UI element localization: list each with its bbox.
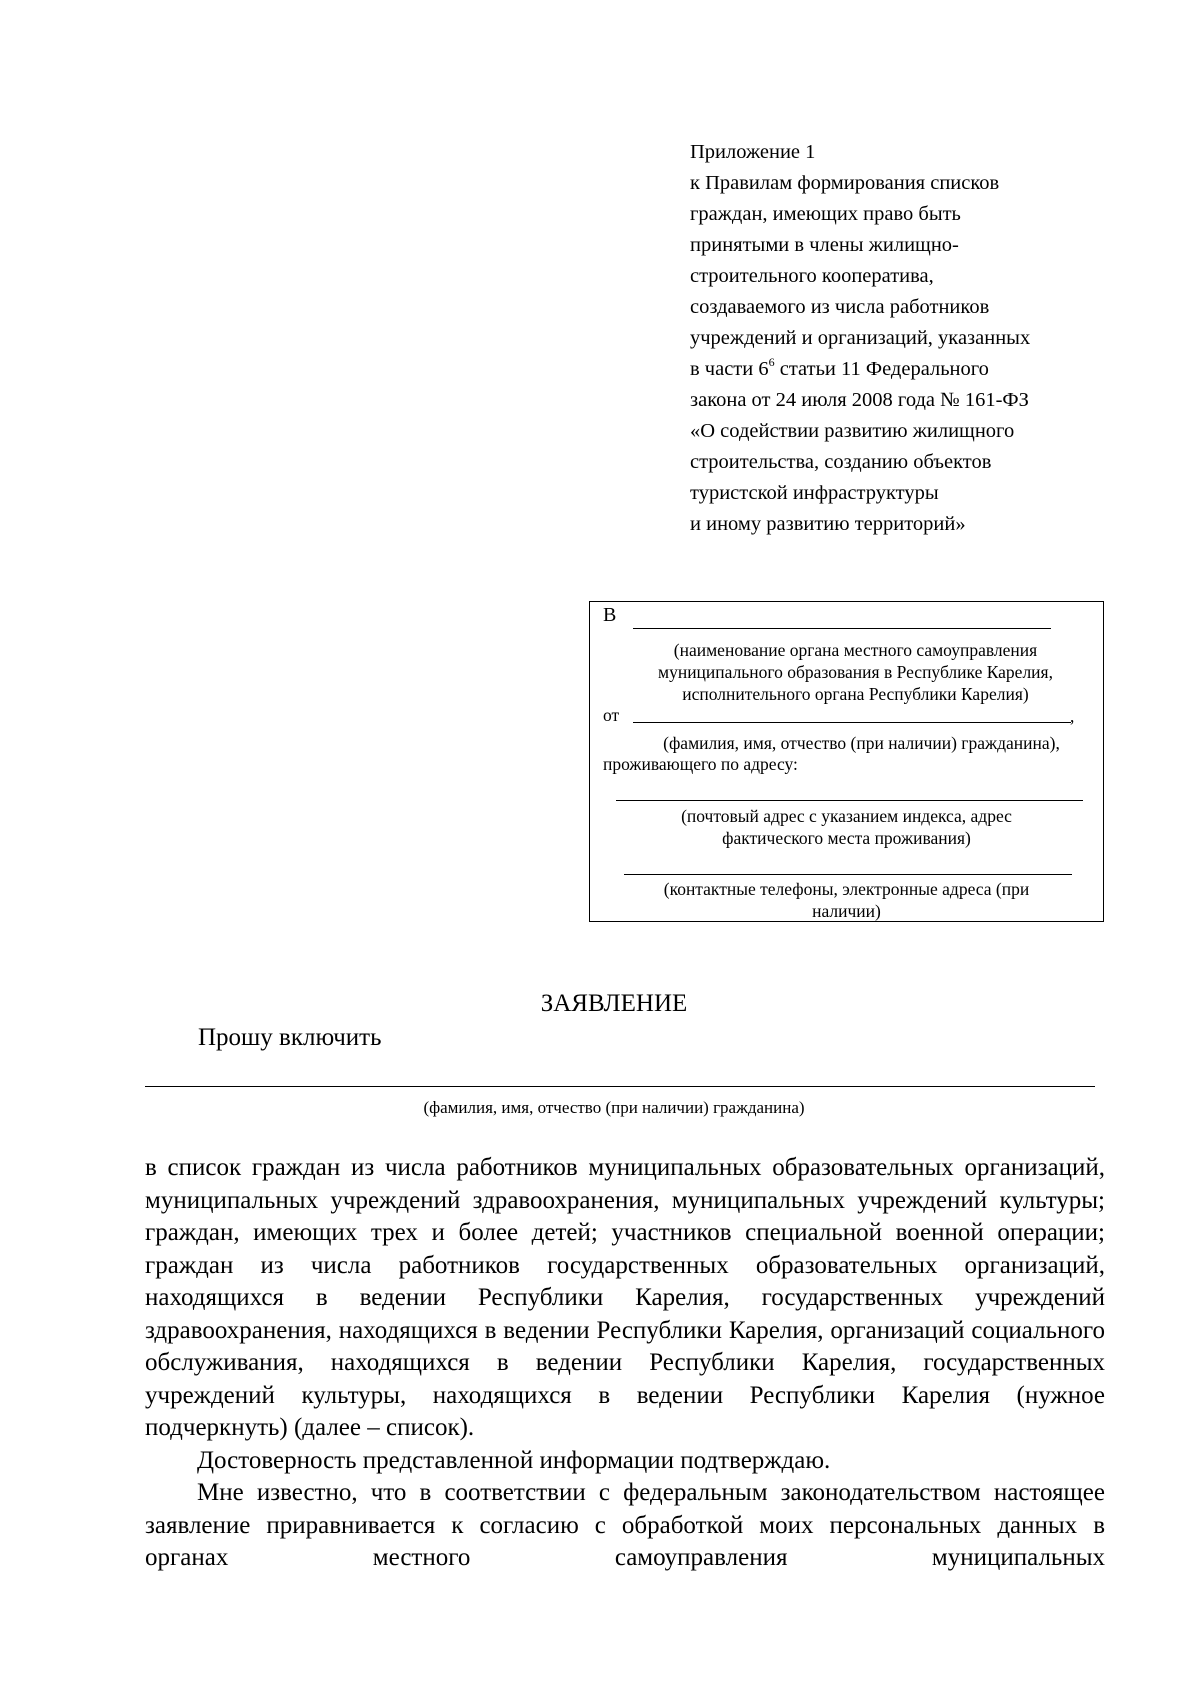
statement-body <box>145 1152 1105 1575</box>
appendix-line: учреждений и организаций, указанных <box>690 327 1031 349</box>
appendix-line: закона от 24 июля 2008 года № 161-ФЗ <box>690 389 1029 411</box>
address-caption <box>590 805 1103 849</box>
paragraph-consent: Мне известно, что в соответствии с федеральным законодательством настоящее заявление приравнивается к согласию с обработкой моих персональных данных в органах местного самоуправления муниципальных <box>145 1479 1105 1571</box>
paragraph-list-inclusion: в список граждан из числа работников муниципальных образовательных организаций, муниципальных учреждений здравоохранения, муниципальных учреждений культуры; граждан, имеющих трех и более детей; участников специальной военной операции; граждан из числа работников государственных образовательных организаций, находящихся в ведении Республики Карелия, государственных учреждений здравоохранения, находящихся в ведении Республики Карелия, организаций социального обслуживания, находящихся в ведении Республики Карелия, государственных учреждений культуры, находящихся в ведении Республики Карелия (нужное подчеркнуть) (далее – список). <box>145 1154 1105 1441</box>
from-caption: (фамилия, имя, отчество (при наличии) гражданина), <box>663 733 1060 753</box>
caption-line: (почтовый адрес с указанием индекса, адрес <box>681 806 1012 826</box>
caption-line: наличии) <box>812 901 881 921</box>
appendix-line: Приложение 1 <box>690 141 816 163</box>
appendix-line: и иному развитию территорий» <box>690 513 966 535</box>
appendix-line <box>690 354 1130 385</box>
citizen-name-caption: (фамилия, имя, отчество (при наличии) гражданина) <box>423 1098 805 1117</box>
to-authority-field[interactable] <box>633 628 1051 629</box>
caption-line: фактического места проживания) <box>722 828 971 848</box>
appendix-line: строительного кооператива, <box>690 265 934 287</box>
appendix-line: создаваемого из числа работников <box>690 296 990 318</box>
to-prefix: В <box>603 604 617 626</box>
contacts-caption <box>590 878 1103 922</box>
appendix-line: «О содействии развитию жилищного <box>690 420 1015 442</box>
appendix-line: к Правилам формирования списков <box>690 172 1000 194</box>
appendix-line: туристской инфраструктуры <box>690 482 939 504</box>
caption-line: муниципального образования в Республике Карелия, <box>658 662 1053 682</box>
appendix-line8-start: в части 6 <box>690 358 769 380</box>
address-field[interactable] <box>616 800 1083 801</box>
request-text: Прошу включить <box>198 1024 382 1051</box>
appendix-header <box>690 137 1130 540</box>
from-prefix: от <box>603 705 620 725</box>
contacts-field[interactable] <box>624 874 1072 875</box>
from-citizen-field[interactable] <box>633 722 1071 723</box>
appendix-line8-end: статьи 11 Федерального <box>774 358 989 380</box>
superscript: 6 <box>768 355 775 369</box>
addressee-box <box>589 601 1104 922</box>
caption-line: (наименование органа местного самоуправления <box>673 640 1038 660</box>
caption-line: исполнительного органа Республики Карелия) <box>682 684 1029 704</box>
appendix-line: граждан, имеющих право быть <box>690 203 961 225</box>
appendix-line: строительства, созданию объектов <box>690 451 992 473</box>
to-caption <box>590 639 1103 705</box>
paragraph-confirmation: Достоверность представленной информации подтверждаю. <box>197 1446 831 1474</box>
from-comma: , <box>1070 706 1075 726</box>
appendix-line: принятыми в члены жилищно- <box>690 234 959 256</box>
residing-label: проживающего по адресу: <box>603 754 798 774</box>
caption-line: (контактные телефоны, электронные адреса (при <box>663 879 1030 899</box>
statement-title: ЗАЯВЛЕНИЕ <box>540 990 688 1017</box>
citizen-name-field[interactable] <box>145 1086 1095 1087</box>
